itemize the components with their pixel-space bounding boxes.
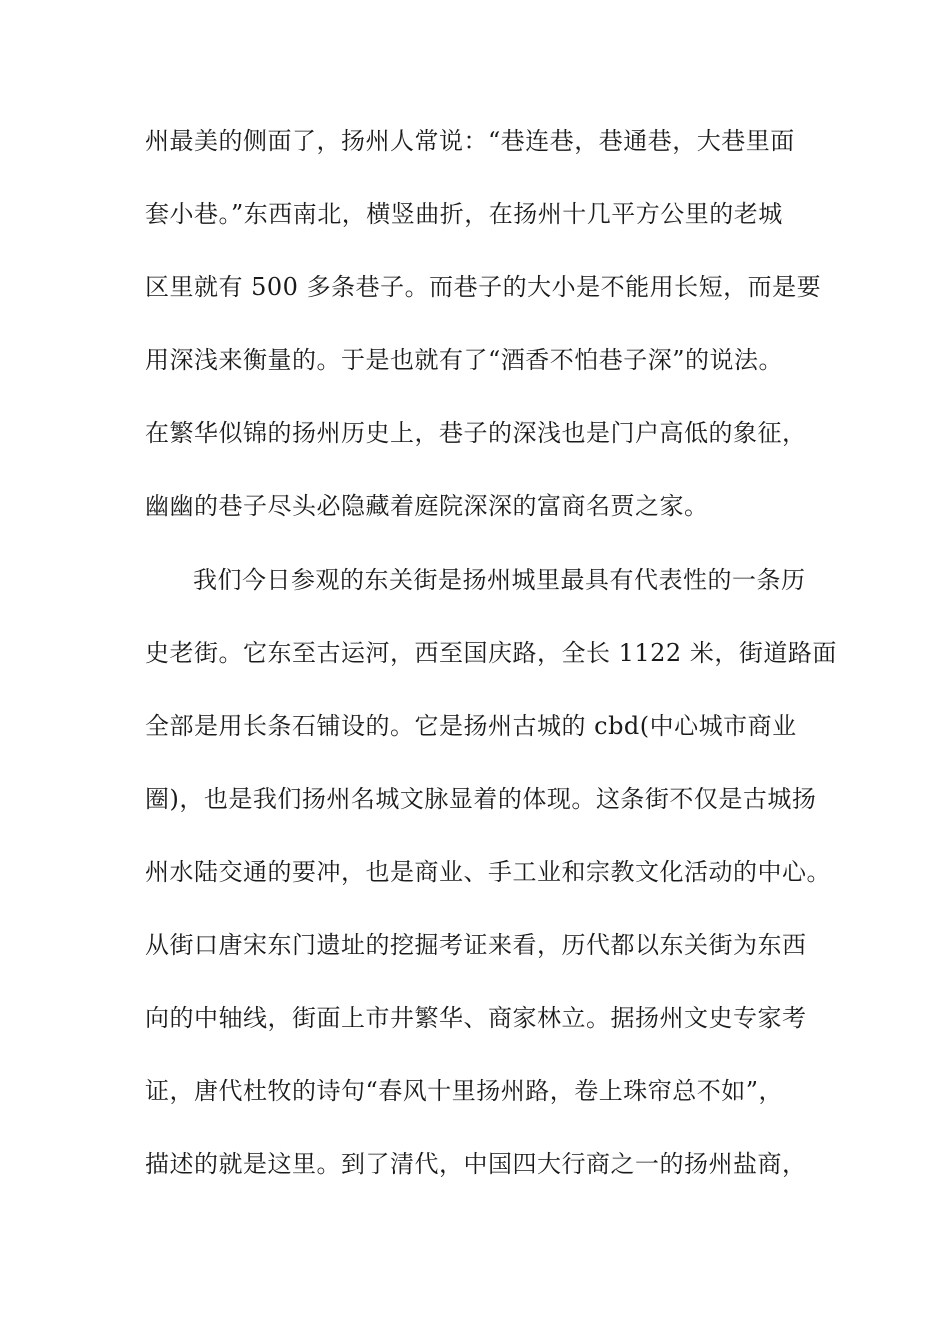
paragraph-first-line: 我们今日参观的东关街是扬州城里最具有代表性的一条历 (193, 565, 806, 594)
text-line: 在繁华似锦的扬州历史上，巷子的深浅也是门户高低的象征， (145, 419, 807, 448)
body-text (145, 127, 837, 1224)
text-line: 圈)，也是我们扬州名城文脉显着的体现。这条街不仅是古城扬 (145, 784, 817, 813)
text-line: 用深浅来衡量的。于是也就有了“酒香不怕巷子深”的说法。 (145, 346, 784, 375)
text-line: 州水陆交通的要冲，也是商业、手工业和宗教文化活动的中心。 (145, 857, 831, 886)
text-line: 向的中轴线，街面上市井繁华、商家林立。据扬州文史专家考 (145, 1004, 807, 1033)
text-line: 区里就有 500 多条巷子。而巷子的大小是不能用长短，而是要 (145, 273, 822, 302)
text-line: 州最美的侧面了，扬州人常说：“巷连巷，巷通巷，大巷里面 (145, 127, 795, 155)
text-line: 全部是用长条石铺设的。它是扬州古城的 cbd(中心城市商业 (145, 711, 797, 740)
text-line: 证，唐代杜牧的诗句“春风十里扬州路，卷上珠帘总不如”， (145, 1077, 784, 1106)
text-line: 从街口唐宋东门遗址的挖掘考证来看，历代都以东关街为东西 (145, 931, 807, 960)
text-line: 套小巷。”东西南北，横竖曲折，在扬州十几平方公里的老城 (145, 200, 783, 229)
text-line: 史老街。它东至古运河，西至国庆路，全长 1122 米，街道路面 (145, 638, 837, 667)
text-line: 幽幽的巷子尽头必隐藏着庭院深深的富商名贾之家。 (145, 492, 709, 521)
text-line: 描述的就是这里。到了清代，中国四大行商之一的扬州盐商， (145, 1150, 807, 1179)
